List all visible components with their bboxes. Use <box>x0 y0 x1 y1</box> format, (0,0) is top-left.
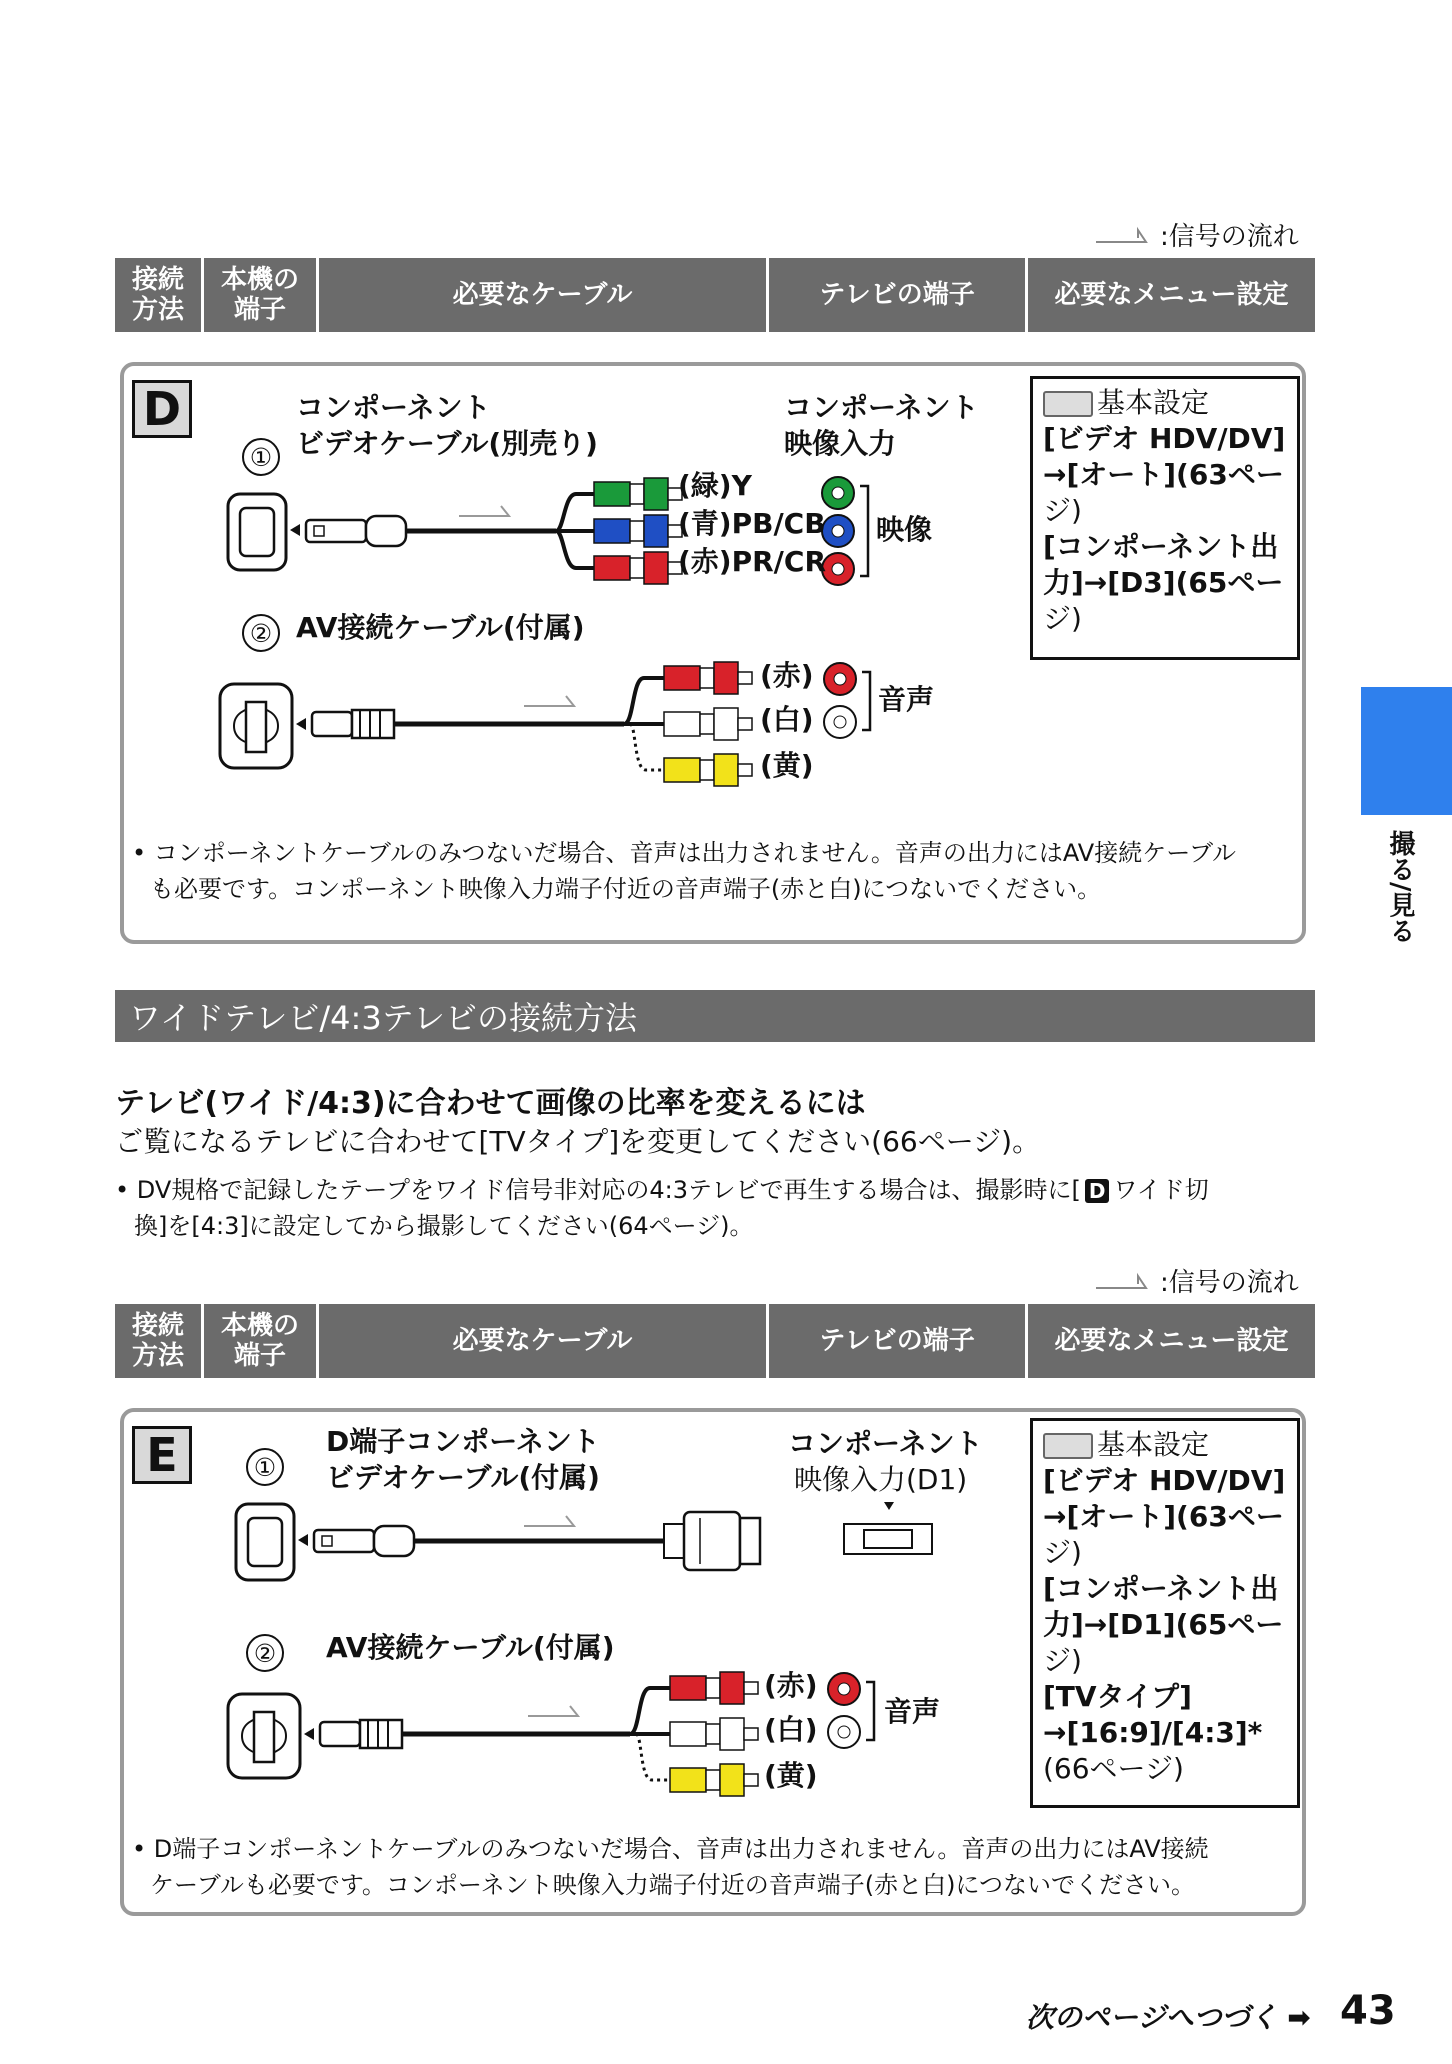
label-audio: 音声 <box>884 1695 941 1728</box>
signal-legend-2: :信号の流れ <box>1094 1262 1299 1299</box>
bullet-line1: • DV規格で記録したテープをワイド信号非対応の4:3テレビで再生する場合は、撮影時に[ D ワイド切 <box>115 1176 1209 1204</box>
bullet-line2: 換]を[4:3]に設定してから撮影してください(64ページ)。 <box>134 1212 754 1240</box>
toolbox-icon <box>1043 391 1093 417</box>
audio-red-plug <box>664 662 752 694</box>
red-plug <box>594 552 682 584</box>
table-header-2: 接続 方法 本機の 端子 必要なケーブル テレビの端子 必要なメニュー設定 <box>115 1304 1315 1378</box>
av-cable-label: AV接続ケーブル(付属) <box>326 1631 615 1664</box>
panel-letter: D <box>132 380 192 438</box>
label-video-yellow: (黄) <box>760 749 814 782</box>
d-terminal-plug-icon <box>664 1512 760 1570</box>
tv-d-terminal-icon <box>844 1524 932 1554</box>
label-video-yellow: (黄) <box>764 1759 818 1792</box>
panel-letter: E <box>132 1426 192 1484</box>
camcorder-av-terminal-icon <box>228 1694 314 1778</box>
green-plug <box>594 478 682 510</box>
chapter-tab-label: 撮る/見る <box>1385 830 1415 944</box>
table-header <box>115 258 1315 332</box>
note-line2: も必要です。コンポーネント映像入力端子付近の音声端子(赤と白)につないでください。 <box>150 875 1102 903</box>
label-audio-white: (白) <box>764 1713 818 1746</box>
tv-input-line1: コンポーネント <box>788 1427 983 1460</box>
arrow-right-icon: ➡ <box>1277 2001 1311 2034</box>
note-line1: • コンポーネントケーブルのみつないだ場合、音声は出力されません。音声の出力にはAV接続ケーブル <box>132 839 1237 867</box>
camcorder-terminal-icon <box>236 1504 308 1580</box>
header-menu: 必要なメニュー設定 <box>1028 258 1315 332</box>
cable-name-line1: D端子コンポーネント <box>326 1425 600 1458</box>
cable-name-line2: ビデオケーブル(付属) <box>326 1461 600 1494</box>
tv-input-line1: コンポーネント <box>784 391 979 424</box>
panel-d <box>120 362 1306 944</box>
header-tv-terminal: テレビの端子 <box>769 258 1025 332</box>
continue-note: 次のページへつづく ➡ <box>1026 2001 1311 2034</box>
panel-e <box>120 1408 1306 1916</box>
menu-settings-d: 基本設定 [ビデオ HDV/DV] →[オート](63ペー ジ) [コンポーネント出 力]→[D3](65ペー ジ) <box>1030 376 1300 660</box>
section-title: ワイドテレビ/4:3テレビの接続方法 <box>115 990 1315 1042</box>
label-audio: 音声 <box>878 683 935 716</box>
body-text: ご覧になるテレビに合わせて[TVタイプ]を変更してください(66ページ)。 <box>115 1125 1041 1158</box>
chapter-tab <box>1361 687 1452 815</box>
video-yellow-plug <box>664 754 752 786</box>
note-line1: • D端子コンポーネントケーブルのみつないだ場合、音声は出力されません。音声の出力にはAV接続 <box>132 1835 1209 1863</box>
label-audio-red: (赤) <box>760 659 814 692</box>
audio-white-plug <box>670 1718 758 1750</box>
camcorder-av-terminal-icon <box>220 684 306 768</box>
audio-white-plug <box>664 708 752 740</box>
blue-plug <box>594 515 682 547</box>
legend-text: :信号の流れ <box>1160 222 1299 252</box>
tv-input-line2: 映像入力 <box>784 427 897 460</box>
label-green-y: (緑)Y <box>678 469 752 502</box>
step-1: ① <box>246 1448 284 1486</box>
header-cable: 必要なケーブル <box>319 258 766 332</box>
toolbox-icon <box>1043 1433 1093 1459</box>
header-terminal: 本機の 端子 <box>204 258 316 332</box>
subheading: テレビ(ワイド/4:3)に合わせて画像の比率を変えるには <box>115 1086 866 1121</box>
cable-name-line1: コンポーネント <box>296 391 491 424</box>
header-method: 接続 方法 <box>115 258 201 332</box>
label-audio-white: (白) <box>760 703 814 736</box>
note-line2: ケーブルも必要です。コンポーネント映像入力端子付近の音声端子(赤と白)につないでください。 <box>150 1871 1195 1899</box>
label-blue-pb: (青)PB/CB <box>678 507 826 540</box>
video-yellow-plug <box>670 1764 758 1796</box>
audio-red-plug <box>670 1672 758 1704</box>
av-cable-label: AV接続ケーブル(付属) <box>296 611 585 644</box>
label-audio-red: (赤) <box>764 1669 818 1702</box>
dv-icon: D <box>1085 1179 1110 1203</box>
camcorder-terminal-icon <box>228 494 300 570</box>
label-video: 映像 <box>876 513 933 546</box>
signal-arrow-icon <box>1094 224 1154 246</box>
menu-heading: 基本設定 <box>1043 385 1287 421</box>
page-number: 43 <box>1340 1988 1396 2034</box>
signal-legend <box>1094 216 1299 253</box>
label-red-pr: (赤)PR/CR <box>678 545 827 578</box>
cable-name-line2: ビデオケーブル(別売り) <box>296 427 598 460</box>
signal-arrow-icon <box>1094 1270 1154 1292</box>
menu-settings-e: 基本設定 [ビデオ HDV/DV] →[オート](63ペー ジ) [コンポーネント出 力]→[D1](65ペー ジ) [TVタイプ] →[16:9]/[4:3]* (66ページ) <box>1030 1418 1300 1808</box>
step-2: ② <box>242 614 280 652</box>
step-1: ① <box>242 438 280 476</box>
step-2: ② <box>246 1634 284 1672</box>
tv-input-line2: 映像入力(D1) <box>794 1463 968 1496</box>
